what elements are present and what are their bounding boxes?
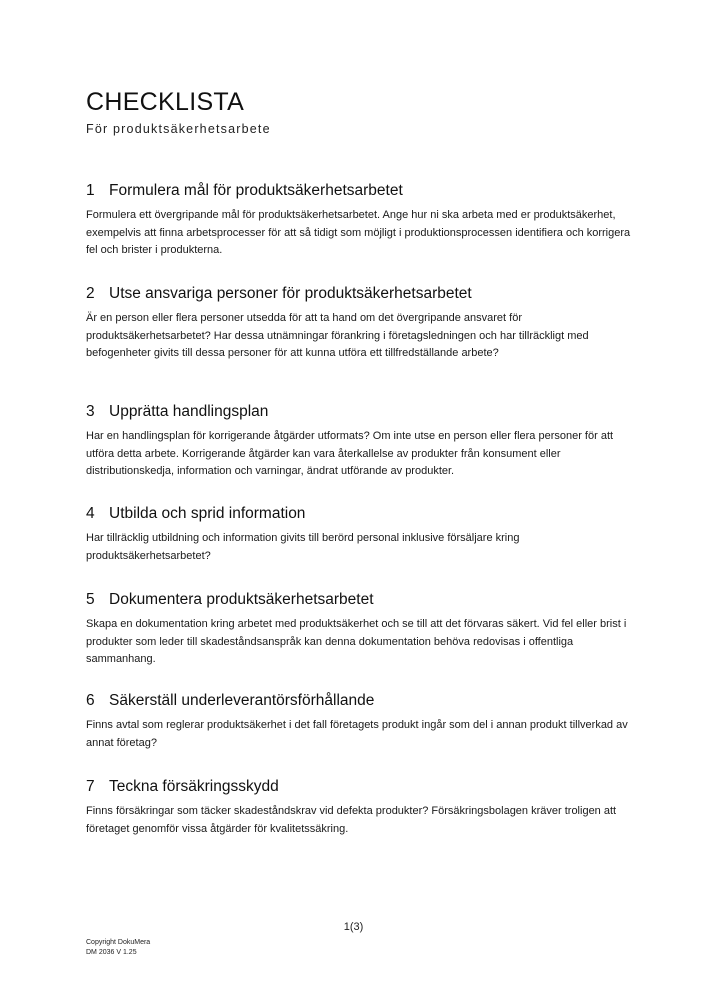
section-body: Skapa en dokumentation kring arbetet med produktsäkerhet och se till att det förvaras säkert. Vid fel eller brist i produkter som leder till skadeståndsanspråk kan denna dokumentation behöva redovisas i offentliga sammanhang. (86, 618, 627, 665)
section-body: Har tillräcklig utbildning och information givits till berörd personal inklusive försäljare kring produktsäkerhetsarbetet? (86, 532, 520, 562)
document-subtitle: För produktsäkerhetsarbete (86, 122, 271, 136)
section-heading (86, 505, 631, 523)
section-number: 2 (86, 285, 95, 302)
copyright-text: Copyright DokuMera (86, 939, 151, 946)
checklist-section-2 (86, 285, 631, 363)
section-number: 3 (86, 403, 95, 420)
section-heading (86, 182, 631, 200)
section-number: 1 (86, 182, 95, 199)
checklist-section-1 (86, 182, 631, 260)
section-heading (86, 692, 631, 710)
section-body: Finns avtal som reglerar produktsäkerhet i det fall företagets produkt ingår som del i annan produkt tillverkad av annat företag? (86, 719, 628, 749)
section-title: Teckna försäkringsskydd (109, 778, 279, 795)
section-heading (86, 591, 631, 609)
section-heading (86, 285, 631, 303)
checklist-section-4 (86, 505, 631, 565)
document-title: CHECKLISTA (86, 88, 245, 116)
section-heading (86, 403, 631, 421)
section-number: 7 (86, 778, 95, 795)
section-number: 6 (86, 692, 95, 709)
section-body: Har en handlingsplan för korrigerande åtgärder utformats? Om inte utse en person eller flera personer för att utföra detta arbete. Korrigerande åtgärder kan vara återkallelse av produkter från konsument eller distributionskedja, information och varningar, ändrat utförande av produkter. (86, 430, 614, 477)
section-title: Utse ansvariga personer för produktsäkerhetsarbetet (109, 285, 472, 302)
section-title: Säkerställ underleverantörsförhållande (109, 692, 375, 709)
section-number: 5 (86, 591, 95, 608)
section-body: Formulera ett övergripande mål för produktsäkerhetsarbetet. Ange hur ni ska arbeta med er produktsäkerhet, exempelvis att finna arbetsprocesser för att så tidigt som möjligt i produktionsprocessen identifiera och korrigera fel och brister i produkterna. (86, 209, 631, 256)
checklist-section-7 (86, 778, 631, 838)
checklist-section-5 (86, 591, 631, 669)
section-title: Dokumentera produktsäkerhetsarbetet (109, 591, 374, 608)
checklist-section-6 (86, 692, 631, 752)
page-number: 1(3) (343, 921, 364, 933)
footer (86, 938, 150, 958)
section-number: 4 (86, 505, 95, 522)
document-id: DM 2036 V 1.25 (86, 949, 137, 956)
checklist-section-3 (86, 403, 631, 481)
section-title: Utbilda och sprid information (109, 505, 306, 522)
section-title: Formulera mål för produktsäkerhetsarbetet (109, 182, 403, 199)
section-title: Upprätta handlingsplan (109, 403, 269, 420)
section-body: Är en person eller flera personer utsedda för att ta hand om det övergripande ansvaret för produktsäkerhetsarbetet? Har dessa utnämningar förankring i företagsledningen och har tillräckligt med befogenheter givits till dessa personer för att kunna utföra ett tillfredställande arbete? (86, 312, 589, 359)
section-heading (86, 778, 631, 796)
section-body: Finns försäkringar som täcker skadeståndskrav vid defekta produkter? Försäkringsbolagen kräver troligen att företaget genomför vissa åtgärder för kvalitetssäkring. (86, 805, 617, 835)
